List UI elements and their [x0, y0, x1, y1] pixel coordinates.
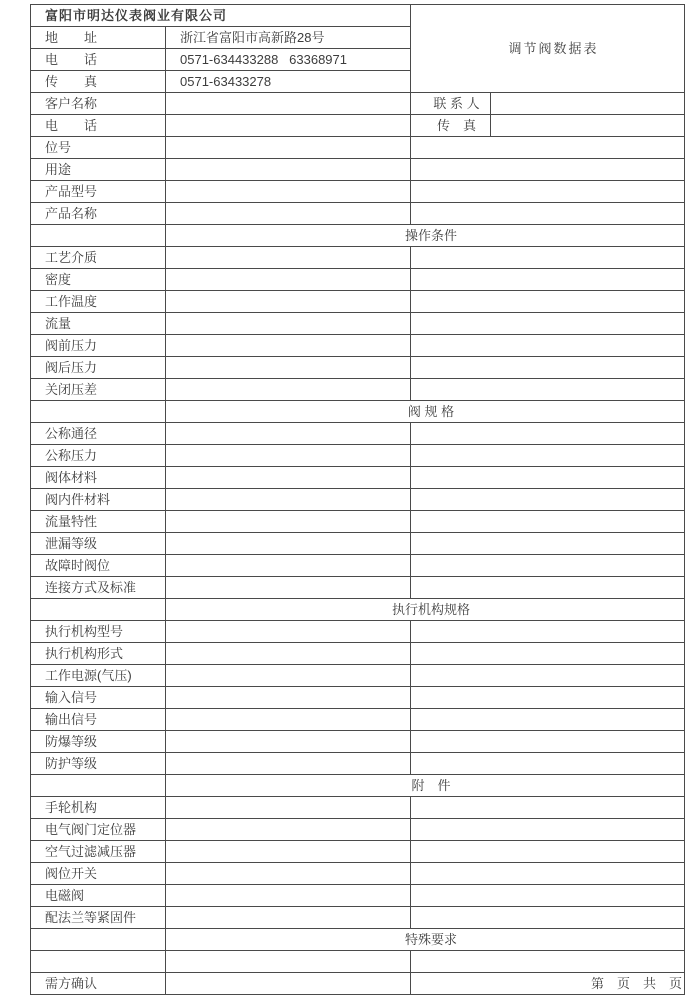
field-value-left — [166, 467, 411, 489]
section-spacer-cell — [31, 599, 166, 621]
field-value-right — [411, 159, 685, 181]
field-value-left — [166, 797, 411, 819]
field-value-left — [166, 445, 411, 467]
customer-name-label: 客户名称 — [31, 93, 166, 115]
field-label: 输入信号 — [31, 687, 166, 709]
field-label: 手轮机构 — [31, 797, 166, 819]
table-row — [31, 181, 685, 203]
customer-phone-label: 电 话 — [31, 115, 166, 137]
field-value-left — [166, 159, 411, 181]
table-row — [31, 269, 685, 291]
table-row — [31, 423, 685, 445]
section-header: 操作条件 — [166, 225, 685, 247]
section-spacer-cell — [31, 225, 166, 247]
field-label: 流量特性 — [31, 511, 166, 533]
field-label: 输出信号 — [31, 709, 166, 731]
field-label: 公称通径 — [31, 423, 166, 445]
field-value-left — [166, 951, 411, 973]
table-row — [31, 137, 685, 159]
table-row — [31, 951, 685, 973]
field-value-left — [166, 379, 411, 401]
table-row — [31, 335, 685, 357]
field-label: 工作温度 — [31, 291, 166, 313]
table-row — [31, 885, 685, 907]
address-label: 地 址 — [31, 27, 166, 49]
field-value-left — [166, 423, 411, 445]
field-value-left — [166, 555, 411, 577]
field-value-left — [166, 181, 411, 203]
field-value-right — [411, 841, 685, 863]
field-value-left — [166, 841, 411, 863]
field-value-right — [411, 709, 685, 731]
field-value-right — [411, 313, 685, 335]
table-row — [31, 621, 685, 643]
field-value-right — [411, 951, 685, 973]
table-row — [31, 533, 685, 555]
field-value-right — [411, 533, 685, 555]
field-value-left — [166, 665, 411, 687]
field-value-right — [411, 137, 685, 159]
section-spacer-cell — [31, 401, 166, 423]
field-label: 位号 — [31, 137, 166, 159]
field-label: 连接方式及标准 — [31, 577, 166, 599]
table-row — [31, 753, 685, 775]
field-label: 产品型号 — [31, 181, 166, 203]
form-title: 调节阀数据表 — [411, 5, 685, 93]
table-row — [31, 665, 685, 687]
field-label: 执行机构型号 — [31, 621, 166, 643]
field-value-right — [411, 907, 685, 929]
table-row — [31, 929, 685, 951]
field-label: 电磁阀 — [31, 885, 166, 907]
contact-person-value — [491, 93, 685, 115]
field-value-right — [411, 357, 685, 379]
field-value-right — [411, 489, 685, 511]
field-value-right — [411, 885, 685, 907]
field-value-left — [166, 335, 411, 357]
table-row — [31, 489, 685, 511]
table-row — [31, 709, 685, 731]
field-label: 工艺介质 — [31, 247, 166, 269]
field-value-left — [166, 247, 411, 269]
field-value-right — [411, 665, 685, 687]
section-header: 附 件 — [166, 775, 685, 797]
field-value-left — [166, 621, 411, 643]
section-header: 阀 规 格 — [166, 401, 685, 423]
contact-person-label: 联 系 人 — [411, 93, 491, 115]
table-row — [31, 555, 685, 577]
field-value-left — [166, 643, 411, 665]
table-row — [31, 445, 685, 467]
table-row — [31, 291, 685, 313]
field-label: 故障时阀位 — [31, 555, 166, 577]
confirm-value — [166, 973, 411, 995]
field-value-left — [166, 137, 411, 159]
table-row — [31, 357, 685, 379]
field-value-left — [166, 533, 411, 555]
field-label: 泄漏等级 — [31, 533, 166, 555]
field-value-right — [411, 291, 685, 313]
field-label: 阀体材料 — [31, 467, 166, 489]
field-value-left — [166, 313, 411, 335]
field-value-right — [411, 819, 685, 841]
datasheet-body — [31, 137, 685, 995]
field-value-right — [411, 445, 685, 467]
table-row — [31, 467, 685, 489]
field-value-left — [166, 819, 411, 841]
datasheet-head — [31, 5, 685, 137]
field-value-left — [166, 753, 411, 775]
field-label: 密度 — [31, 269, 166, 291]
field-label: 流量 — [31, 313, 166, 335]
field-label: 防爆等级 — [31, 731, 166, 753]
field-label: 产品名称 — [31, 203, 166, 225]
field-label: 防护等级 — [31, 753, 166, 775]
table-row — [31, 731, 685, 753]
page-number-text: 第 页 共 页 — [411, 973, 685, 995]
table-row — [31, 841, 685, 863]
address-value: 浙江省富阳市高新路28号 — [166, 27, 411, 49]
customer-phone-row — [31, 115, 685, 137]
table-row — [31, 797, 685, 819]
fax-label: 传 真 — [31, 71, 166, 93]
field-value-left — [166, 357, 411, 379]
valve-datasheet — [30, 4, 684, 995]
table-row — [31, 819, 685, 841]
field-value-left — [166, 885, 411, 907]
phone-label: 电 话 — [31, 49, 166, 71]
field-value-right — [411, 577, 685, 599]
field-value-left — [166, 269, 411, 291]
table-row — [31, 379, 685, 401]
field-value-left — [166, 203, 411, 225]
field-value-right — [411, 247, 685, 269]
phone-value: 0571-634433288 63368971 — [166, 49, 411, 71]
field-value-left — [166, 511, 411, 533]
table-row — [31, 907, 685, 929]
field-label: 阀后压力 — [31, 357, 166, 379]
section-header: 执行机构规格 — [166, 599, 685, 621]
table-row — [31, 775, 685, 797]
field-value-right — [411, 555, 685, 577]
field-label — [31, 951, 166, 973]
table-row — [31, 313, 685, 335]
field-value-right — [411, 181, 685, 203]
field-label: 阀内件材料 — [31, 489, 166, 511]
table-row — [31, 643, 685, 665]
field-label: 阀前压力 — [31, 335, 166, 357]
table-row — [31, 599, 685, 621]
field-value-right — [411, 797, 685, 819]
fax-value: 0571-63433278 — [166, 71, 411, 93]
field-value-left — [166, 577, 411, 599]
company-name: 富阳市明达仪表阀业有限公司 — [31, 5, 411, 27]
table-row — [31, 863, 685, 885]
company-row — [31, 5, 685, 27]
field-value-right — [411, 269, 685, 291]
field-value-right — [411, 621, 685, 643]
confirm-label: 需方确认 — [31, 973, 166, 995]
field-value-right — [411, 335, 685, 357]
field-value-right — [411, 423, 685, 445]
table-row — [31, 203, 685, 225]
customer-fax-label: 传 真 — [411, 115, 491, 137]
field-label: 空气过滤减压器 — [31, 841, 166, 863]
field-value-right — [411, 863, 685, 885]
field-label: 关闭压差 — [31, 379, 166, 401]
field-value-right — [411, 467, 685, 489]
field-value-left — [166, 731, 411, 753]
field-value-right — [411, 511, 685, 533]
field-value-right — [411, 379, 685, 401]
table-row — [31, 159, 685, 181]
customer-fax-value — [491, 115, 685, 137]
customer-name-row — [31, 93, 685, 115]
field-value-right — [411, 203, 685, 225]
field-label: 用途 — [31, 159, 166, 181]
field-label: 电气阀门定位器 — [31, 819, 166, 841]
field-label: 配法兰等紧固件 — [31, 907, 166, 929]
datasheet-table — [30, 4, 685, 995]
table-row — [31, 225, 685, 247]
table-row — [31, 401, 685, 423]
table-row — [31, 577, 685, 599]
section-spacer-cell — [31, 929, 166, 951]
field-label: 执行机构形式 — [31, 643, 166, 665]
field-value-left — [166, 709, 411, 731]
field-label: 阀位开关 — [31, 863, 166, 885]
field-value-left — [166, 863, 411, 885]
field-label: 工作电源(气压) — [31, 665, 166, 687]
section-header: 特殊要求 — [166, 929, 685, 951]
field-value-left — [166, 291, 411, 313]
table-row — [31, 687, 685, 709]
customer-name-value — [166, 93, 411, 115]
field-value-left — [166, 489, 411, 511]
table-row — [31, 511, 685, 533]
field-value-right — [411, 643, 685, 665]
section-spacer-cell — [31, 775, 166, 797]
customer-phone-value — [166, 115, 411, 137]
field-value-left — [166, 907, 411, 929]
field-value-left — [166, 687, 411, 709]
field-label: 公称压力 — [31, 445, 166, 467]
table-row — [31, 247, 685, 269]
table-row — [31, 973, 685, 995]
field-value-right — [411, 687, 685, 709]
field-value-right — [411, 731, 685, 753]
field-value-right — [411, 753, 685, 775]
